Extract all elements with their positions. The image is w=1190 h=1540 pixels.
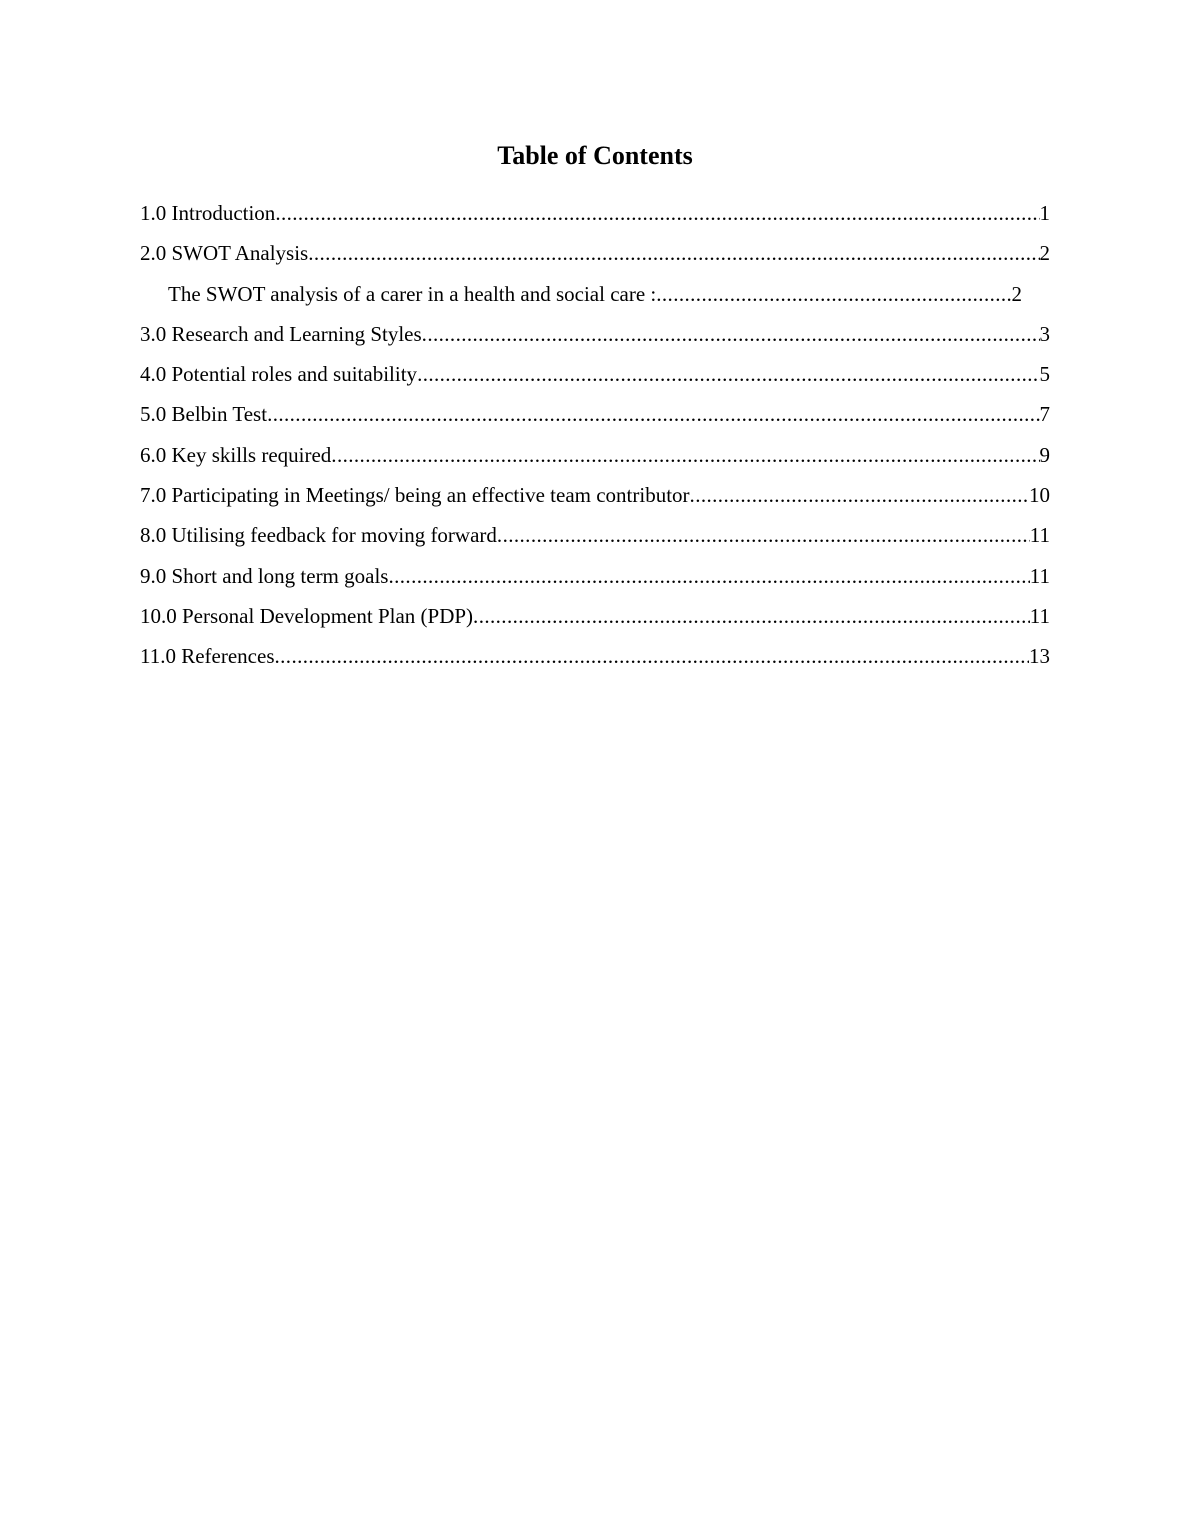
toc-dot-leader [267, 399, 1039, 429]
toc-entry-page: 11 [1029, 603, 1050, 628]
toc-entry-label: 7.0 Participating in Meetings/ being an effective team contributor [140, 483, 690, 508]
toc-entry-label: The SWOT analysis of a carer in a health and social care : [168, 281, 657, 306]
toc-entry-potential-roles[interactable] [140, 359, 1050, 399]
toc-entry-goals[interactable] [140, 561, 1050, 601]
toc-dot-leader [422, 319, 1040, 349]
toc-dot-leader [417, 359, 1039, 389]
toc-entry-label: 10.0 Personal Development Plan (PDP) [140, 603, 474, 628]
toc-dot-leader [497, 520, 1030, 550]
toc-entry-participating-meetings[interactable] [140, 480, 1050, 520]
toc-entry-pdp[interactable] [140, 601, 1050, 641]
toc-entry-page: 2 [1039, 241, 1050, 266]
toc-dot-leader [331, 440, 1039, 470]
toc-entry-label: 4.0 Potential roles and suitability [140, 362, 418, 387]
toc-entry-page: 9 [1039, 442, 1050, 467]
toc-entry-page: 1 [1039, 201, 1050, 225]
toc-entry-label: 6.0 Key skills required [140, 442, 332, 467]
toc-entry-references[interactable] [140, 641, 1050, 681]
toc-entry-label: 3.0 Research and Learning Styles [140, 321, 422, 346]
toc-entry-key-skills[interactable] [140, 440, 1050, 480]
toc-title: Table of Contents [497, 141, 693, 170]
toc-entry-label: 5.0 Belbin Test [140, 402, 268, 427]
toc-subentry-swot-carer[interactable] [168, 279, 1022, 319]
toc-entry-page: 13 [1029, 644, 1050, 669]
toc-entry-label: 2.0 SWOT Analysis [140, 241, 309, 266]
toc-dot-leader [275, 198, 1039, 228]
toc-list [140, 198, 1050, 682]
toc-entry-page: 10 [1029, 483, 1050, 508]
toc-dot-leader [275, 641, 1030, 671]
toc-dot-leader [308, 238, 1039, 268]
toc-entry-page: 3 [1039, 321, 1050, 346]
toc-entry-page: 2 [1011, 281, 1022, 306]
toc-dot-leader [656, 279, 1011, 309]
toc-entry-introduction[interactable] [140, 198, 1050, 238]
toc-entry-label: 11.0 References [140, 644, 275, 669]
toc-entry-utilising-feedback[interactable] [140, 520, 1050, 560]
toc-dot-leader [388, 561, 1029, 591]
toc-entry-research-learning-styles[interactable] [140, 319, 1050, 359]
toc-entry-page: 11 [1029, 563, 1050, 588]
toc-entry-page: 11 [1029, 523, 1050, 548]
toc-entry-label: 1.0 Introduction [140, 201, 276, 225]
toc-dot-leader [690, 480, 1029, 510]
toc-entry-page: 5 [1039, 362, 1050, 387]
toc-entry-swot-analysis[interactable] [140, 238, 1050, 278]
toc-entry-label: 9.0 Short and long term goals [140, 563, 389, 588]
toc-dot-leader [473, 601, 1030, 631]
toc-entry-page: 7 [1039, 402, 1050, 427]
toc-entry-belbin-test[interactable] [140, 399, 1050, 439]
toc-entry-label: 8.0 Utilising feedback for moving forward [140, 523, 497, 548]
